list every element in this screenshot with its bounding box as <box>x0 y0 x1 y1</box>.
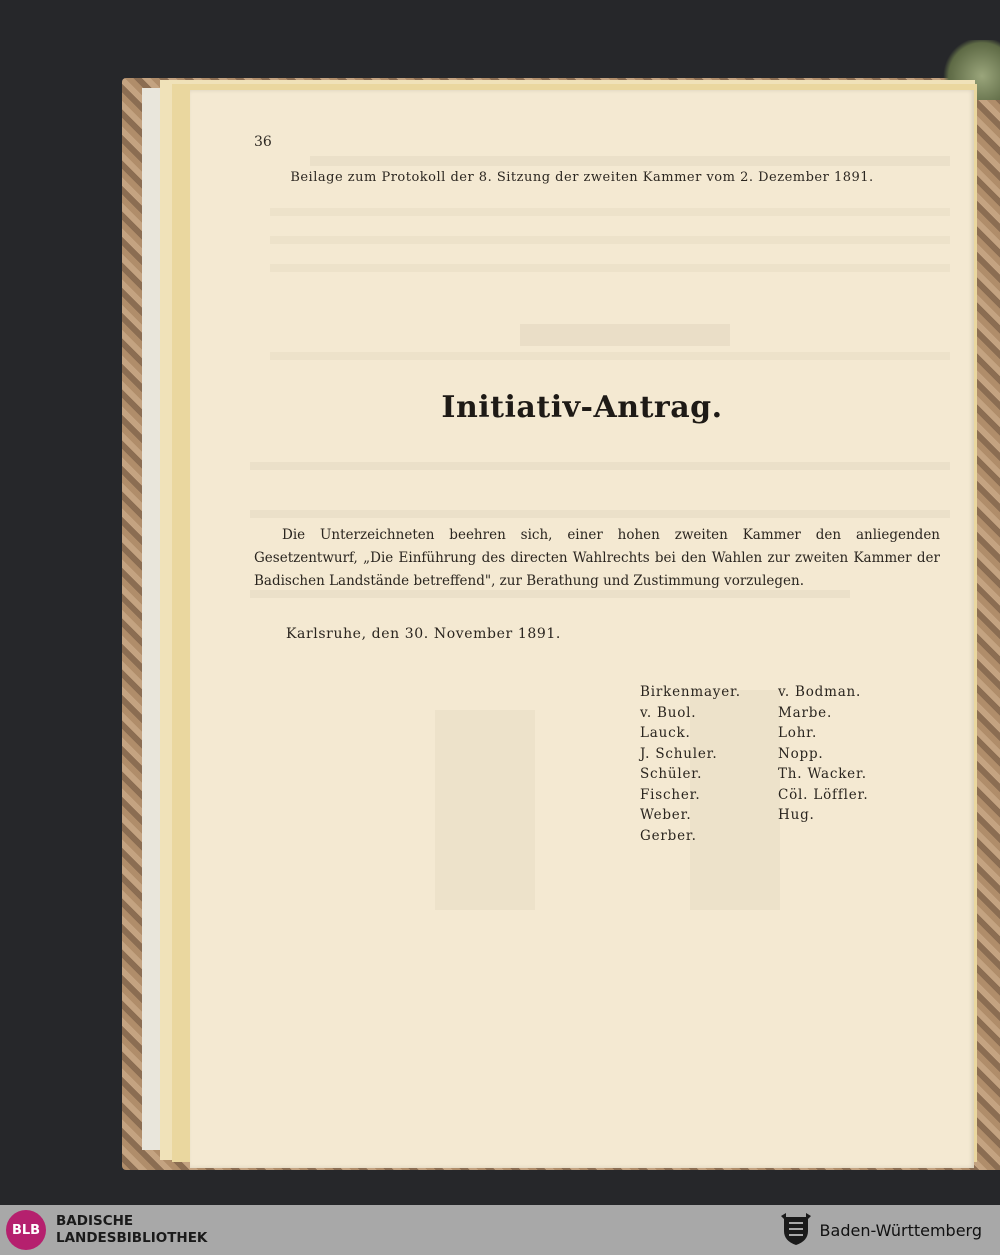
coat-of-arms-icon <box>780 1212 812 1248</box>
blb-name-line1: BADISCHE <box>56 1213 134 1229</box>
blb-logo-link[interactable] <box>6 1210 207 1250</box>
signature: Fischer. <box>640 786 701 803</box>
running-head: Beilage zum Protokoll der 8. Sitzung der zweiten Kammer vom 2. Dezember 1891. <box>290 170 874 185</box>
date-line: Karlsruhe, den 30. November 1891. <box>286 626 561 642</box>
bleed-through <box>520 324 730 346</box>
signature: v. Buol. <box>640 704 697 721</box>
signature: Marbe. <box>778 704 833 721</box>
signature: J. Schuler. <box>640 745 718 762</box>
bleed-through <box>250 510 950 518</box>
body-paragraph <box>254 524 940 593</box>
signature: Lohr. <box>778 725 818 741</box>
document-page <box>190 90 974 1168</box>
bleed-through <box>270 352 950 360</box>
signature: Gerber. <box>640 827 697 844</box>
document-title: Initiativ-Antrag. <box>441 390 723 425</box>
bw-name: Baden-Württemberg <box>819 1220 982 1240</box>
signature: Th. Wacker. <box>778 766 867 782</box>
signature: Hug. <box>778 807 815 823</box>
footer-bar <box>0 1205 1000 1255</box>
blb-name <box>56 1213 207 1247</box>
bw-logo-link[interactable] <box>780 1212 982 1248</box>
bleed-through <box>435 710 535 910</box>
signature: Birkenmayer. <box>640 684 741 700</box>
signature: Nopp. <box>778 745 824 762</box>
bleed-through <box>270 208 950 216</box>
body-text: Die Unterzeichneten beehren sich, einer hohen zweiten Kammer den anliegenden Gesetzentwurf, „Die Einführung des directen Wahlrechts bei den Wahlen zur zweiten Kammer der Badischen Landstände betreffend", zur Berathung und Zustimmung vorzulegen. <box>254 527 940 589</box>
signature: Weber. <box>640 807 692 823</box>
signature: Cöl. Löffler. <box>778 786 869 803</box>
bleed-through <box>310 156 950 166</box>
page-number: 36 <box>254 134 272 150</box>
blb-name-line2: LANDESBIBLIOTHEK <box>56 1230 208 1246</box>
signatures-right <box>778 682 868 826</box>
bleed-through <box>250 462 950 470</box>
bleed-through <box>270 264 950 272</box>
signatures-left <box>640 682 741 846</box>
blb-logo-icon: BLB <box>6 1210 46 1250</box>
bleed-through <box>270 236 950 244</box>
signature: Lauck. <box>640 725 691 741</box>
signature: v. Bodman. <box>778 684 862 700</box>
signature: Schüler. <box>640 766 703 782</box>
